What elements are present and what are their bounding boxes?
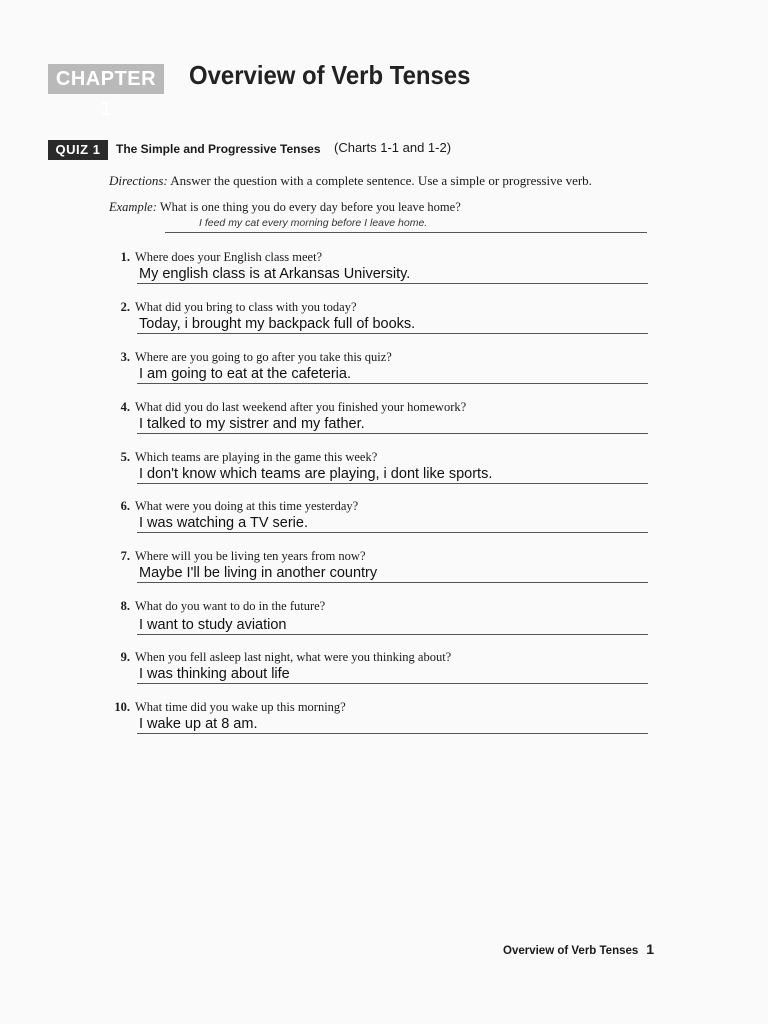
answer-field-1[interactable] (137, 263, 648, 284)
answer-field-9[interactable] (137, 663, 648, 684)
example-label: Example: (109, 200, 157, 214)
quiz-title: The Simple and Progressive Tenses (116, 142, 321, 156)
page-number: 1 (646, 941, 655, 957)
question-text: Where are you going to go after you take this quiz? (135, 350, 392, 364)
page-footer (503, 940, 654, 960)
answer-field-3[interactable] (137, 363, 648, 384)
answer-field-4[interactable] (137, 413, 648, 434)
answer-field-2[interactable] (137, 313, 648, 334)
question-number: 3. (120, 350, 130, 364)
question-number: 6. (120, 499, 130, 513)
answer-text: My english class is at Arkansas University. (139, 266, 411, 282)
example (109, 198, 461, 216)
question-number: 2. (120, 300, 130, 314)
answer-text: I talked to my sistrer and my father. (139, 416, 365, 432)
answer-text: I want to study aviation (139, 617, 287, 633)
chapter-title: Overview of Verb Tenses (189, 60, 471, 90)
answer-text: I was watching a TV serie. (139, 515, 308, 531)
quiz-charts-reference: (Charts 1-1 and 1-2) (334, 140, 452, 155)
example-question: What is one thing you do every day before you leave home? (159, 200, 461, 214)
question-text: Where does your English class meet? (135, 250, 323, 264)
question-number: 4. (120, 400, 130, 414)
answer-text: I wake up at 8 am. (139, 716, 258, 732)
question-text: What did you bring to class with you today? (135, 300, 357, 314)
answer-text: I don't know which teams are playing, i dont like sports. (139, 466, 493, 482)
question-text: What did you do last weekend after you finished your homework? (135, 400, 467, 414)
question-text: Which teams are playing in the game this week? (135, 450, 378, 464)
directions-text: Answer the question with a complete sentence. Use a simple or progressive verb. (170, 173, 592, 188)
question-number: 10. (114, 700, 130, 714)
question-8 (105, 597, 325, 615)
question-text: Where will you be living ten years from now? (135, 549, 366, 563)
question-number: 5. (120, 450, 130, 464)
question-text: What time did you wake up this morning? (135, 700, 346, 714)
answer-field-10[interactable] (137, 713, 648, 734)
answer-field-5[interactable] (137, 463, 648, 484)
question-text: What do you want to do in the future? (135, 599, 326, 613)
answer-field-8[interactable] (137, 614, 648, 635)
example-answer-line (165, 216, 647, 233)
directions (109, 172, 592, 190)
answer-field-7[interactable] (137, 562, 648, 583)
answer-text: I am going to eat at the cafeteria. (139, 366, 351, 382)
footer-title: Overview of Verb Tenses (503, 945, 639, 957)
quiz-badge: QUIZ 1 (48, 140, 108, 160)
answer-text: Maybe I'll be living in another country (139, 565, 378, 581)
question-number: 8. (120, 599, 130, 613)
example-answer: I feed my cat every morning before I leave home. (199, 217, 428, 229)
answer-text: I was thinking about life (139, 666, 290, 682)
answer-field-6[interactable] (137, 512, 648, 533)
directions-label: Directions: (109, 173, 168, 188)
question-number: 7. (120, 549, 130, 563)
question-text: What were you doing at this time yesterday? (135, 499, 359, 513)
chapter-badge: CHAPTER 1 (48, 64, 164, 94)
answer-text: Today, i brought my backpack full of books. (139, 316, 416, 332)
question-number: 1. (120, 250, 130, 264)
question-number: 9. (120, 650, 130, 664)
question-text: When you fell asleep last night, what were you thinking about? (135, 650, 452, 664)
